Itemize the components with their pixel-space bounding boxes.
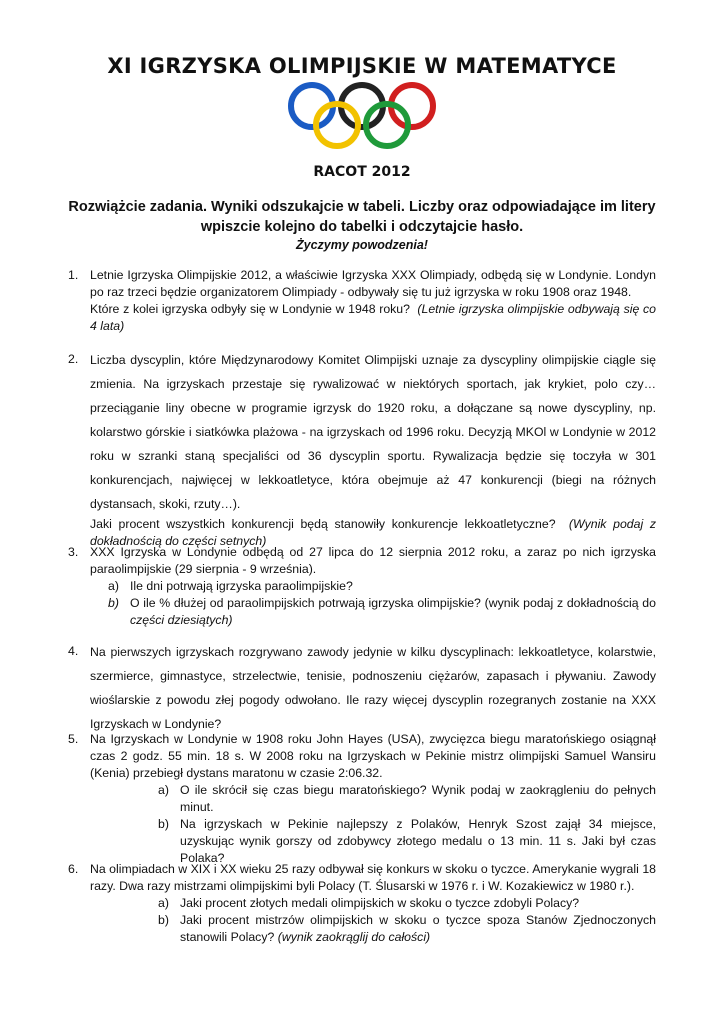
task-text: Na olimpiadach w XIX i XX wieku 25 razy odbywał się konkurs w skoku o tyczce. Amerykanie wygrali 18 razy. Dwa razy mistrzami olimpijskimi byli Polacy (T. Ślusarski w 1976 r. i W. Kozakiewicz w 1980 r.).: [90, 862, 656, 893]
sub-label: a): [108, 579, 119, 593]
sub-question-a: [108, 578, 656, 595]
task-2: [68, 348, 656, 550]
sub-question-a: [158, 895, 656, 912]
task-6: [68, 861, 656, 946]
sub-question-b: [158, 816, 656, 867]
task-4: [68, 640, 656, 736]
sub-question-b: [108, 595, 656, 629]
sub-text: Na igrzyskach w Pekinie najlepszy z Polaków, Henryk Szost zajął 34 miejsce, uzyskując wynik gorszy od zdobywcy złotego medalu o 13 min. 11 s. Jaki był czas Polaka?: [180, 817, 656, 865]
sub-text: O ile % dłużej od paraolimpijskich potrwają igrzyska olimpijskie? (wynik podaj z dokładnością do: [130, 596, 656, 610]
instructions: Rozwiążcie zadania. Wyniki odszukajcie w tabeli. Liczby oraz odpowiadające im litery wpiszcie kolejno do tabelki i odczytajcie hasło.: [68, 199, 656, 235]
sub-question-a: [158, 782, 656, 816]
task-text: Liczba dyscyplin, które Międzynarodowy Komitet Olimpijski uznaje za dyscypliny olimpijskie ciągle się zmienia. Na igrzyskach przestaje się rywalizować w niektórych sportach, jak krykiet, polo czy… przeciąganie liny obecne w programie igrzysk do 1920 roku, a dołączane są nowe dyscypliny, np. kolarstwo górskie i siatkówka plażowa - na igrzyskach od 1996 roku. Decyzją MKOl w Londynie w 2012 roku w szranki staną specjaliści od 36 dyscyplin sportu. Rywalizacja będzie się toczyła w 301 konkurencjach, najwięcej w lekkoatletyce, która obejmuje aż 47 konkurencji (biegi na różnych dystansach, skoki, rzuty…).: [90, 353, 656, 511]
sub-text: Ile dni potrwają igrzyska paraolimpijskie?: [130, 579, 353, 593]
task-hint: (Wynik podaj z dokładnością do części setnych): [90, 517, 657, 548]
task-hint: (Letnie igrzyska olimpijskie odbywają się co 4 lata): [90, 302, 656, 333]
task-text: XXX Igrzyska w Londynie odbędą od 27 lipca do 12 sierpnia 2012 roku, a zaraz po nich igrzyska paraolimpijskie (29 sierpnia - 9 września).: [90, 545, 656, 576]
sub-label: b): [158, 817, 169, 831]
task-3: [68, 544, 656, 629]
sub-hint: części dziesiątych): [130, 613, 233, 627]
task-number: 3.: [68, 545, 79, 559]
good-luck-note: Życzymy powodzenia!: [296, 238, 428, 252]
sub-text: O ile skrócił się czas biegu maratońskiego? Wynik podaj w zaokrągleniu do pełnych minut.: [180, 783, 656, 814]
sub-hint: (wynik zaokrąglij do całości): [277, 930, 431, 944]
task-question: Jaki procent wszystkich konkurencji będą stanowiły konkurencje lekkoatletyczne?: [90, 517, 556, 531]
event-name: RACOT 2012: [313, 164, 411, 180]
sub-label: a): [158, 783, 169, 797]
page-title: XI IGRZYSKA OLIMPIJSKIE W MATEMATYCE: [107, 54, 617, 78]
task-number: 5.: [68, 732, 79, 746]
sub-question-b: [158, 912, 656, 946]
task-text: Letnie Igrzyska Olimpijskie 2012, a właściwie Igrzyska XXX Olimpiady, odbędą się w Londynie. Londyn po raz trzeci będzie organizatorem Olimpiady - odbywały się tu już igrzyska w roku 1908 oraz 1948.: [90, 268, 656, 299]
task-1: [68, 267, 656, 335]
task-question: Które z kolei igrzyska odbyły się w Londynie w 1948 roku?: [90, 302, 410, 316]
sub-text: Jaki procent złotych medali olimpijskich w skoku o tyczce zdobyli Polacy?: [180, 896, 580, 910]
sub-label: a): [158, 896, 169, 910]
task-5: [68, 731, 656, 867]
sub-label: b): [108, 596, 119, 610]
sub-label: b): [158, 913, 169, 927]
task-number: 2.: [68, 352, 79, 366]
task-text: Na pierwszych igrzyskach rozgrywano zawody jedynie w kilku dyscyplinach: lekkoatletyce, kolarstwie, szermierce, gimnastyce, strzelectwie, tenisie, podnoszeniu ciężarów, zapasach i pływaniu. Zawody wioślarskie z powodu złej pogody odwołano. Ile razy więcej dyscyplin rozegranych zostanie na XXX Igrzyskach w Londynie?: [90, 645, 656, 731]
olympic-rings-logo: [282, 80, 442, 152]
sub-text: Jaki procent mistrzów olimpijskich w skoku o tyczce spoza Stanów Zjednoczonych stanowili Polacy?: [180, 913, 656, 944]
task-number: 1.: [68, 268, 79, 282]
task-text: Na Igrzyskach w Londynie w 1908 roku John Hayes (USA), zwycięzca biegu maratońskiego osiągnął czas 2 godz. 55 min. 18 s. W 2008 roku na Igrzyskach w Pekinie mistrz olimpijski Samuel Wansiru (Kenia) przebiegł dystans maratonu w czasie 2:06.32.: [90, 732, 656, 780]
task-number: 6.: [68, 862, 79, 876]
task-number: 4.: [68, 644, 79, 658]
